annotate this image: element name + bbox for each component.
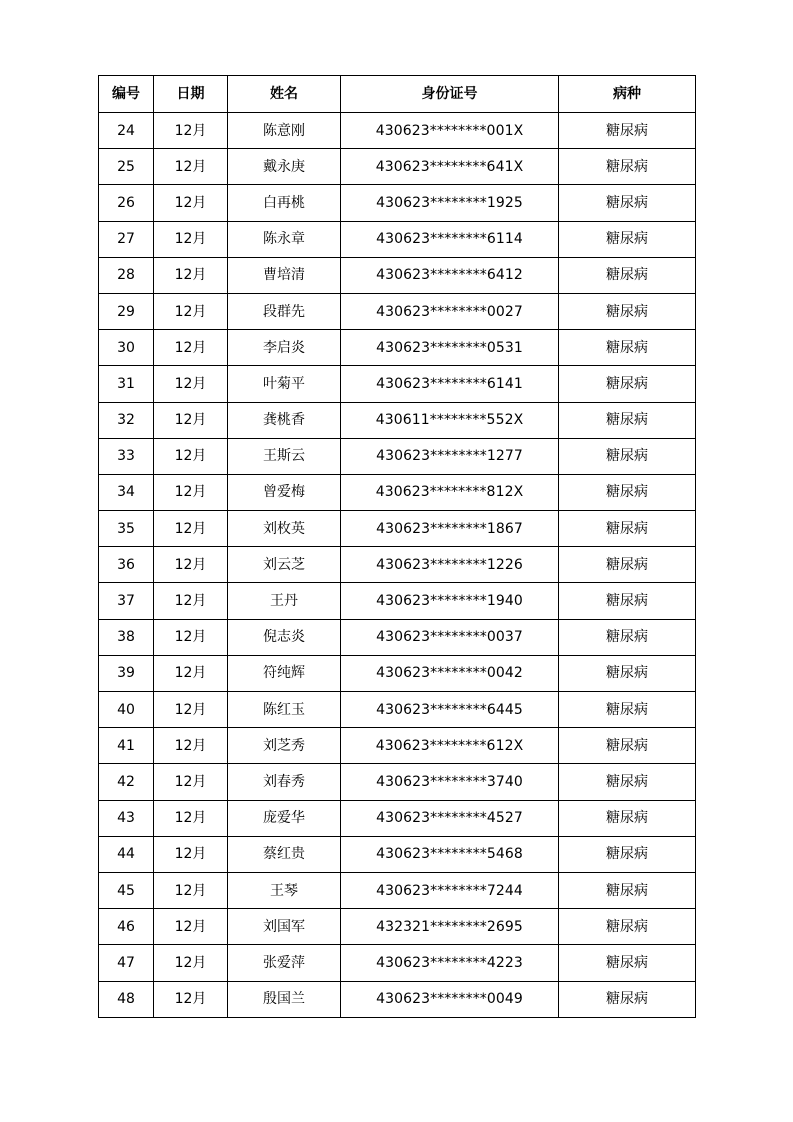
- cell-id-number: 430623********612X: [341, 728, 559, 764]
- cell-id-number: 430623********3740: [341, 764, 559, 800]
- cell-disease-type: 糖尿病: [559, 221, 696, 257]
- cell-name: 王斯云: [228, 438, 341, 474]
- cell-disease-type: 糖尿病: [559, 872, 696, 908]
- cell-id-number: 430623********6114: [341, 221, 559, 257]
- cell-disease-type: 糖尿病: [559, 185, 696, 221]
- table-header: [99, 76, 696, 113]
- cell-id-number: 430611********552X: [341, 402, 559, 438]
- cell-date: 12月: [154, 583, 228, 619]
- table-row: [99, 113, 696, 149]
- cell-name: 戴永庚: [228, 149, 341, 185]
- table-row: [99, 655, 696, 691]
- cell-name: 王丹: [228, 583, 341, 619]
- cell-no: 36: [99, 547, 154, 583]
- cell-disease-type: 糖尿病: [559, 511, 696, 547]
- cell-no: 27: [99, 221, 154, 257]
- cell-no: 28: [99, 257, 154, 293]
- cell-no: 46: [99, 909, 154, 945]
- cell-no: 41: [99, 728, 154, 764]
- cell-disease-type: 糖尿病: [559, 293, 696, 329]
- cell-id-number: 430623********0531: [341, 330, 559, 366]
- cell-name: 王琴: [228, 872, 341, 908]
- header-row: [99, 76, 696, 113]
- table-row: [99, 149, 696, 185]
- cell-no: 47: [99, 945, 154, 981]
- cell-date: 12月: [154, 692, 228, 728]
- table-row: [99, 185, 696, 221]
- cell-date: 12月: [154, 474, 228, 510]
- cell-date: 12月: [154, 185, 228, 221]
- table-row: [99, 981, 696, 1017]
- cell-id-number: 430623********1925: [341, 185, 559, 221]
- cell-name: 刘云芝: [228, 547, 341, 583]
- table-row: [99, 692, 696, 728]
- cell-disease-type: 糖尿病: [559, 547, 696, 583]
- cell-date: 12月: [154, 149, 228, 185]
- cell-no: 34: [99, 474, 154, 510]
- cell-no: 40: [99, 692, 154, 728]
- cell-date: 12月: [154, 764, 228, 800]
- cell-no: 38: [99, 619, 154, 655]
- cell-date: 12月: [154, 945, 228, 981]
- cell-no: 24: [99, 113, 154, 149]
- cell-id-number: 430623********7244: [341, 872, 559, 908]
- cell-no: 31: [99, 366, 154, 402]
- cell-no: 32: [99, 402, 154, 438]
- cell-id-number: 430623********6141: [341, 366, 559, 402]
- cell-disease-type: 糖尿病: [559, 438, 696, 474]
- cell-id-number: 432321********2695: [341, 909, 559, 945]
- header-date: 日期: [154, 76, 228, 113]
- cell-disease-type: 糖尿病: [559, 113, 696, 149]
- cell-date: 12月: [154, 655, 228, 691]
- table-row: [99, 872, 696, 908]
- cell-name: 白再桃: [228, 185, 341, 221]
- cell-name: 陈红玉: [228, 692, 341, 728]
- cell-id-number: 430623********4223: [341, 945, 559, 981]
- cell-disease-type: 糖尿病: [559, 945, 696, 981]
- table-row: [99, 511, 696, 547]
- cell-disease-type: 糖尿病: [559, 800, 696, 836]
- cell-disease-type: 糖尿病: [559, 619, 696, 655]
- cell-disease-type: 糖尿病: [559, 474, 696, 510]
- cell-no: 42: [99, 764, 154, 800]
- cell-disease-type: 糖尿病: [559, 149, 696, 185]
- cell-no: 33: [99, 438, 154, 474]
- cell-date: 12月: [154, 836, 228, 872]
- cell-id-number: 430623********1277: [341, 438, 559, 474]
- cell-name: 刘春秀: [228, 764, 341, 800]
- header-name: 姓名: [228, 76, 341, 113]
- cell-name: 曾爱梅: [228, 474, 341, 510]
- cell-date: 12月: [154, 221, 228, 257]
- table-row: [99, 402, 696, 438]
- table-row: [99, 909, 696, 945]
- cell-date: 12月: [154, 909, 228, 945]
- cell-id-number: 430623********812X: [341, 474, 559, 510]
- cell-name: 曹培清: [228, 257, 341, 293]
- cell-date: 12月: [154, 293, 228, 329]
- cell-date: 12月: [154, 872, 228, 908]
- cell-disease-type: 糖尿病: [559, 655, 696, 691]
- cell-date: 12月: [154, 113, 228, 149]
- cell-id-number: 430623********6412: [341, 257, 559, 293]
- cell-name: 刘国军: [228, 909, 341, 945]
- cell-name: 符纯辉: [228, 655, 341, 691]
- cell-name: 殷国兰: [228, 981, 341, 1017]
- cell-no: 48: [99, 981, 154, 1017]
- table-row: [99, 293, 696, 329]
- cell-disease-type: 糖尿病: [559, 909, 696, 945]
- cell-no: 26: [99, 185, 154, 221]
- cell-disease-type: 糖尿病: [559, 836, 696, 872]
- cell-id-number: 430623********0042: [341, 655, 559, 691]
- table-body: [99, 113, 696, 1018]
- cell-date: 12月: [154, 800, 228, 836]
- cell-id-number: 430623********6445: [341, 692, 559, 728]
- cell-disease-type: 糖尿病: [559, 583, 696, 619]
- table-row: [99, 366, 696, 402]
- cell-disease-type: 糖尿病: [559, 366, 696, 402]
- cell-no: 30: [99, 330, 154, 366]
- cell-id-number: 430623********0049: [341, 981, 559, 1017]
- table-row: [99, 764, 696, 800]
- cell-disease-type: 糖尿病: [559, 692, 696, 728]
- cell-name: 庞爱华: [228, 800, 341, 836]
- cell-no: 43: [99, 800, 154, 836]
- cell-disease-type: 糖尿病: [559, 981, 696, 1017]
- cell-name: 蔡红贵: [228, 836, 341, 872]
- cell-disease-type: 糖尿病: [559, 728, 696, 764]
- table-row: [99, 728, 696, 764]
- cell-no: 44: [99, 836, 154, 872]
- cell-date: 12月: [154, 728, 228, 764]
- cell-no: 45: [99, 872, 154, 908]
- header-disease-type: 病种: [559, 76, 696, 113]
- table-row: [99, 800, 696, 836]
- cell-name: 刘枚英: [228, 511, 341, 547]
- cell-disease-type: 糖尿病: [559, 257, 696, 293]
- table-row: [99, 221, 696, 257]
- cell-name: 龚桃香: [228, 402, 341, 438]
- table-row: [99, 474, 696, 510]
- cell-date: 12月: [154, 257, 228, 293]
- cell-date: 12月: [154, 619, 228, 655]
- cell-name: 陈意刚: [228, 113, 341, 149]
- cell-name: 李启炎: [228, 330, 341, 366]
- cell-id-number: 430623********0037: [341, 619, 559, 655]
- cell-id-number: 430623********001X: [341, 113, 559, 149]
- cell-no: 35: [99, 511, 154, 547]
- cell-no: 37: [99, 583, 154, 619]
- table-row: [99, 836, 696, 872]
- cell-id-number: 430623********1867: [341, 511, 559, 547]
- table-row: [99, 583, 696, 619]
- cell-date: 12月: [154, 438, 228, 474]
- cell-name: 陈永章: [228, 221, 341, 257]
- table-row: [99, 619, 696, 655]
- cell-date: 12月: [154, 402, 228, 438]
- table-row: [99, 330, 696, 366]
- cell-no: 29: [99, 293, 154, 329]
- cell-name: 刘芝秀: [228, 728, 341, 764]
- cell-name: 段群先: [228, 293, 341, 329]
- cell-date: 12月: [154, 981, 228, 1017]
- table-row: [99, 945, 696, 981]
- cell-no: 25: [99, 149, 154, 185]
- table-row: [99, 547, 696, 583]
- header-id-number: 身份证号: [341, 76, 559, 113]
- cell-disease-type: 糖尿病: [559, 764, 696, 800]
- cell-id-number: 430623********641X: [341, 149, 559, 185]
- cell-no: 39: [99, 655, 154, 691]
- cell-disease-type: 糖尿病: [559, 402, 696, 438]
- cell-name: 叶菊平: [228, 366, 341, 402]
- patient-table: [98, 75, 696, 1018]
- cell-date: 12月: [154, 511, 228, 547]
- cell-id-number: 430623********1940: [341, 583, 559, 619]
- table-row: [99, 438, 696, 474]
- cell-date: 12月: [154, 547, 228, 583]
- cell-disease-type: 糖尿病: [559, 330, 696, 366]
- table-row: [99, 257, 696, 293]
- cell-id-number: 430623********1226: [341, 547, 559, 583]
- header-no: 编号: [99, 76, 154, 113]
- cell-id-number: 430623********5468: [341, 836, 559, 872]
- cell-date: 12月: [154, 330, 228, 366]
- cell-name: 倪志炎: [228, 619, 341, 655]
- cell-id-number: 430623********4527: [341, 800, 559, 836]
- cell-id-number: 430623********0027: [341, 293, 559, 329]
- cell-name: 张爱萍: [228, 945, 341, 981]
- cell-date: 12月: [154, 366, 228, 402]
